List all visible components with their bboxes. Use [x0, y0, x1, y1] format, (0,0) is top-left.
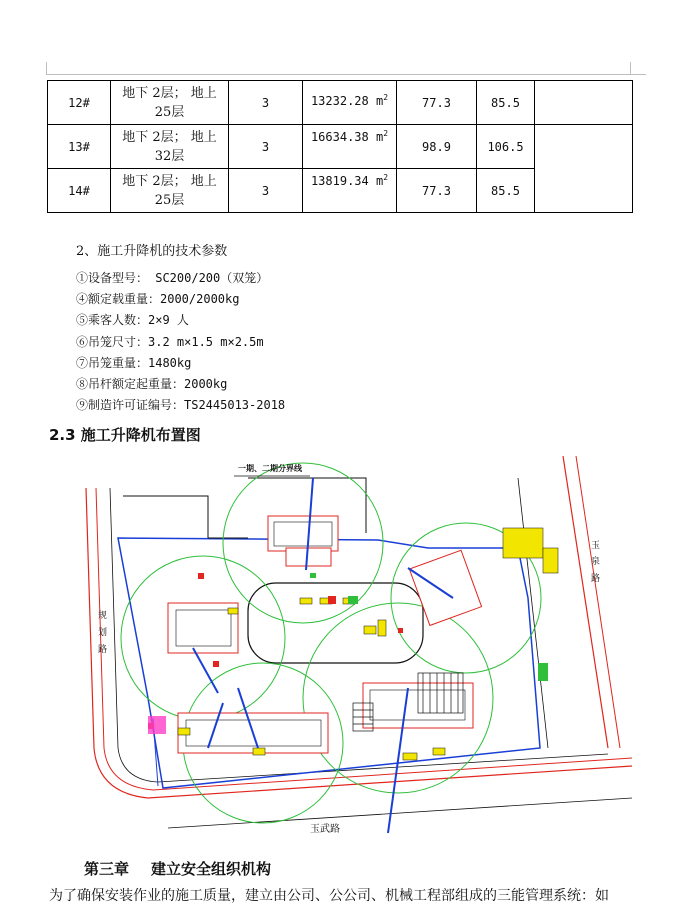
body-paragraph: 为了确保安装作业的施工质量，建立由公司、公公司、机械工程部组成的三能管理系统：如	[49, 888, 609, 904]
empty-cell	[535, 169, 633, 213]
margin-mark-left	[46, 62, 47, 74]
road-label-right: 玉	[591, 541, 601, 551]
param-item: ⑤乘客人数：2×9 人	[76, 313, 189, 328]
param-item: ⑧吊杆额定起重量：2000kg	[76, 377, 228, 392]
value-cell: 85.5	[477, 169, 535, 213]
section-title: 2、施工升降机的技术参数	[76, 244, 228, 259]
road-label-left: 路	[98, 645, 108, 655]
param-item: ④额定载重量：2000/2000kg	[76, 292, 240, 307]
road-label-right: 泉	[591, 557, 601, 567]
floors-cell: 地下 2层； 地上 32层	[111, 125, 229, 169]
building-no: 12#	[48, 81, 111, 125]
road-label-left: 划	[98, 628, 108, 638]
building-table	[47, 80, 633, 213]
floors-cell: 地下 2层； 地上 25层	[111, 169, 229, 213]
value-cell: 77.3	[397, 169, 477, 213]
table-row	[48, 169, 633, 213]
section-heading: 2.3 施工升降机布置图	[49, 426, 201, 444]
param-item: ①设备型号： SC200/200（双笼）	[76, 271, 269, 285]
margin-mark-right	[630, 62, 631, 74]
empty-cell	[535, 125, 633, 169]
value-cell: 77.3	[397, 81, 477, 125]
units-cell: 3	[229, 125, 303, 169]
param-item: ⑦吊笼重量：1480kg	[76, 355, 192, 370]
building-no: 14#	[48, 169, 111, 213]
area-cell: 16634.38 $m^2$	[303, 125, 397, 169]
area-cell: 13232.28 $m^2$	[303, 81, 397, 125]
param-list	[76, 268, 285, 416]
value-cell: 85.5	[477, 81, 535, 125]
building-no: 13#	[48, 125, 111, 169]
chapter-heading: 第三章 建立安全组织机构	[84, 860, 272, 878]
area-cell: 13819.34 $m^2$	[303, 169, 397, 213]
param-item: ⑨制造许可证编号：TS2445013-2018	[76, 398, 286, 413]
boundary-label: 一期、二期分界线	[238, 464, 302, 473]
road-label-bottom: 玉武路	[310, 824, 340, 835]
empty-cell	[535, 81, 633, 125]
road-label-left: 规	[98, 611, 108, 621]
floors-cell: 地下 2层； 地上 25层	[111, 81, 229, 125]
param-item: ⑥吊笼尺寸：3.2 m×1.5 m×2.5m	[76, 334, 264, 349]
units-cell: 3	[229, 81, 303, 125]
building-block	[168, 603, 238, 653]
units-cell: 3	[229, 169, 303, 213]
header-rule	[46, 74, 646, 75]
road-label-right: 路	[591, 574, 601, 584]
table-row	[48, 125, 633, 169]
value-cell: 106.5	[477, 125, 535, 169]
magenta-marker	[148, 716, 166, 734]
value-cell: 98.9	[397, 125, 477, 169]
table-row	[48, 81, 633, 125]
site-plan-drawing	[48, 448, 632, 850]
